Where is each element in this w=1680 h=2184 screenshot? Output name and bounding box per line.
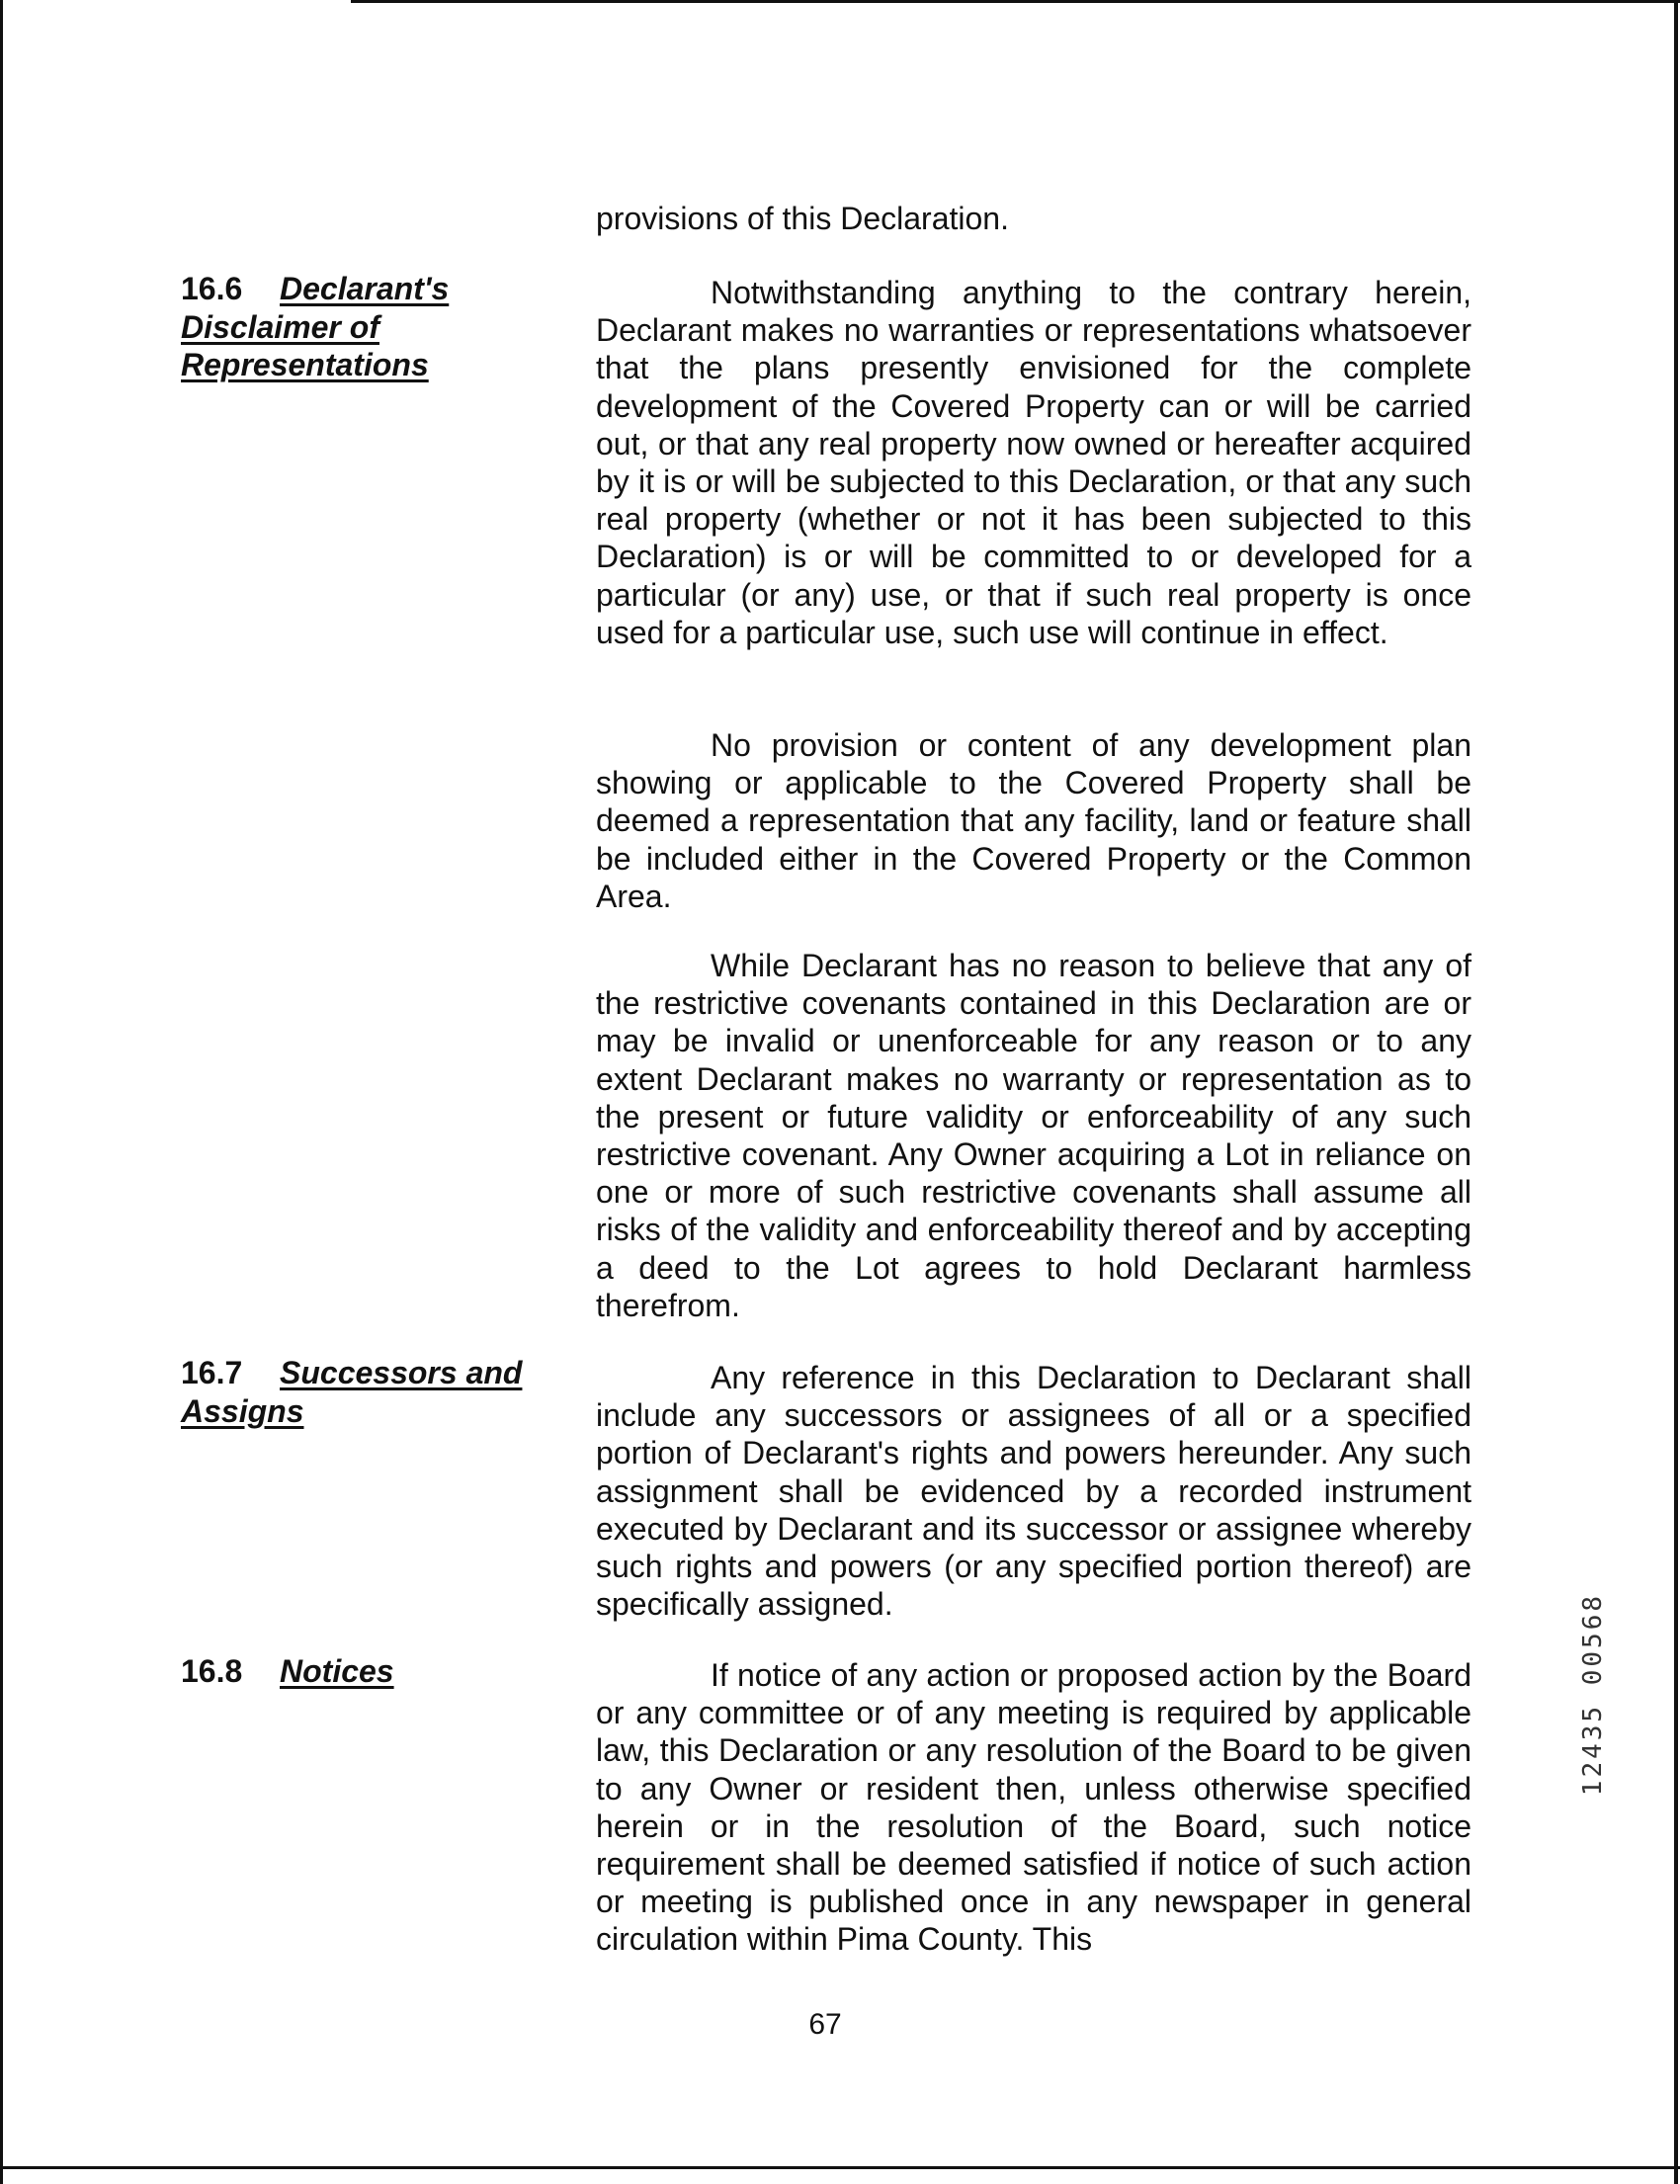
page-number: 67 — [808, 2008, 842, 2041]
page-border-top — [351, 0, 1680, 3]
section-heading-16-7 — [181, 1354, 556, 1430]
section-16-6-paragraph-2: No provision or content of any development plan showing or applicable to the Covered Property shall be deemed a representation that any facility, land or feature shall be included either in the Covered Property or the Common Area. — [596, 727, 1471, 914]
section-heading-16-8 — [181, 1652, 556, 1691]
section-heading-16-6 — [181, 270, 556, 384]
page-border-bottom — [0, 2166, 1680, 2169]
section-number: 16.6 — [181, 271, 243, 306]
page-border-left — [0, 0, 3, 2184]
section-number: 16.7 — [181, 1355, 243, 1390]
section-16-6-paragraph-3: While Declarant has no reason to believe that any of the restrictive covenants contained in this Declaration are or may be invalid or unenforceable for any reason or to any extent Declarant makes no warranty or representation as to the present or future validity or enforceability of any such restrictive covenant. Any Owner acquiring a Lot in reliance on one or more of such restrictive covenants shall assume all risks of the validity and enforceability thereof and by accepting a deed to the Lot agrees to hold Declarant harmless therefrom. — [596, 948, 1471, 1323]
page-border-right — [1674, 0, 1678, 2184]
section-16-7-paragraph-1: Any reference in this Declaration to Declarant shall include any successors or assignees of all or a specified portion of Declarant's rights and powers hereunder. Any such assignment shall be evidenced by a recorded instrument executed by Declarant and its successor or assignee whereby such rights and powers (or any specified portion thereof) are specifically assigned. — [596, 1360, 1471, 1623]
section-title: Declarant's Disclaimer of Representations — [181, 271, 450, 382]
section-16-6-paragraph-1: Notwithstanding anything to the contrary herein, Declarant makes no warranties or representations whatsoever that the plans presently envisioned for the complete development of the Covered Property can or will be carried out, or that any real property now owned or hereafter acquired by it is or will be subjected to this Declaration, or that any such real property (whether or not it has been subjected to this Declaration) is or will be committed to or developed for a particular (or any) use, or that if such real property is once used for a particular use, such use will continue in effect. — [596, 275, 1471, 650]
recording-stamp: 12435 00568 — [1578, 1593, 1608, 1797]
section-16-8-paragraph-1: If notice of any action or proposed action by the Board or any committee or of any meeting is required by applicable law, this Declaration or any resolution of the Board to be given to any Owner or resident then, unless otherwise specified herein or in the resolution of the Board, such notice requirement shall be deemed satisfied if notice of such action or meeting is published once in any newspaper in general circulation within Pima County. This — [596, 1657, 1471, 1958]
lead-in-text: provisions of this Declaration. — [596, 201, 1009, 236]
section-title: Successors and Assigns — [181, 1355, 523, 1429]
section-title: Notices — [280, 1653, 394, 1689]
section-number: 16.8 — [181, 1653, 243, 1689]
